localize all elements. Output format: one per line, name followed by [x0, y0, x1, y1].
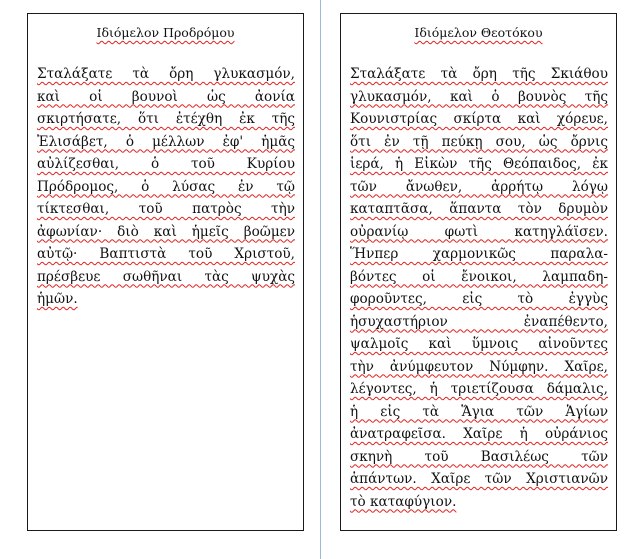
- text-line: Πρόδρομος, ὁ λύσας ἐν τῷ: [37, 178, 295, 195]
- text-line: ἡ εἰς τὰ Ἅγια τῶν Ἁγίων: [350, 403, 608, 420]
- text-line: Σταλάξατε τὰ ὄρη τῆς Σκιάθου: [350, 66, 608, 82]
- text-line: Σταλάξατε τὰ ὄρη γλυκασμόν,: [37, 66, 295, 82]
- right-page-title: Ιδιόμελον Θεοτόκου: [414, 25, 543, 40]
- text-line: καταπτᾶσα, ἅπαντα τὸν δρυμὸν: [350, 201, 608, 217]
- text-line: Ἐλισάβετ, ὁ μέλλων ἐφ' ἡμᾶς: [37, 133, 295, 150]
- right-document-page: [340, 13, 617, 531]
- text-line: αὐλίζεσθαι, ὁ τοῦ Κυρίου: [37, 156, 295, 172]
- text-line: ἀνατραφεῖσα. Χαῖρε ἡ οὐράνιος: [350, 426, 608, 442]
- vertical-divider: [320, 0, 321, 559]
- text-line: ὅτι ἐν τῇ πεύκῃ σου, ὡς ὄρνις: [350, 133, 608, 150]
- text-line: τὴν ἀνύμφευτον Νύμφην. Χαῖρε,: [350, 358, 608, 375]
- text-line: γλυκασμόν, καὶ ὁ βουνὸς τῆς: [350, 88, 608, 105]
- text-line: τίκτεσθαι, τοῦ πατρὸς τὴν: [37, 201, 295, 217]
- text-line: Ἥνπερ χαρμονικῶς παραλα-: [350, 246, 608, 262]
- text-line: ἡσυχαστήριον ἐναπέθεντο,: [350, 313, 608, 330]
- text-line: οὐρανίῳ φωτὶ κατηγλάϊσεν.: [350, 223, 608, 240]
- left-document-page: [27, 13, 304, 531]
- text-line: φοροῦντες, εἰς τὸ ἐγγὺς: [350, 291, 608, 307]
- text-line: λέγοντες, ἡ τριετίζουσα δάμαλις,: [350, 381, 608, 397]
- text-line: ἀφωνίαν· διὸ καὶ ἡμεῖς βοῶμεν: [37, 223, 295, 240]
- left-page-title: Ιδιόμελον Προδρόμου: [96, 25, 235, 40]
- text-line: τῶν ἄνωθεν, ἀρρήτῳ λόγῳ: [350, 178, 608, 195]
- text-line: ἡμῶν.: [37, 291, 78, 307]
- text-line: σκιρτήσατε, ὅτι ἐτέχθη ἐκ τῆς: [37, 111, 295, 127]
- text-line: καὶ οἱ βουνοὶ ὡς ἀονία: [37, 88, 295, 105]
- text-line: ἱερά, ἡ Εἰκὼν τῆς Θεόπαιδος, ἐκ: [350, 156, 608, 172]
- text-line: αὐτῷ· Βαπτιστὰ τοῦ Χριστοῦ,: [37, 246, 295, 262]
- text-line: τὸ καταφύγιον.: [350, 493, 457, 510]
- text-line: ψαλμοῖς καὶ ὕμνοις αἰνοῦντες: [350, 336, 608, 352]
- left-page-body: [37, 63, 295, 311]
- text-line: βόντες οἱ ἔνοικοι, λαμπαδη-: [350, 268, 608, 285]
- text-line: σκηνὴ τοῦ Βασιλέως τῶν: [350, 448, 608, 465]
- text-line: πρέσβευε σωθῆναι τὰς ψυχὰς: [37, 268, 295, 285]
- text-line: Κουνιστρίας σκίρτα καὶ χόρευε,: [350, 111, 608, 127]
- text-line: ἁπάντων. Χαῖρε τῶν Χριστιανῶν: [350, 471, 608, 487]
- right-page-body: [350, 63, 608, 513]
